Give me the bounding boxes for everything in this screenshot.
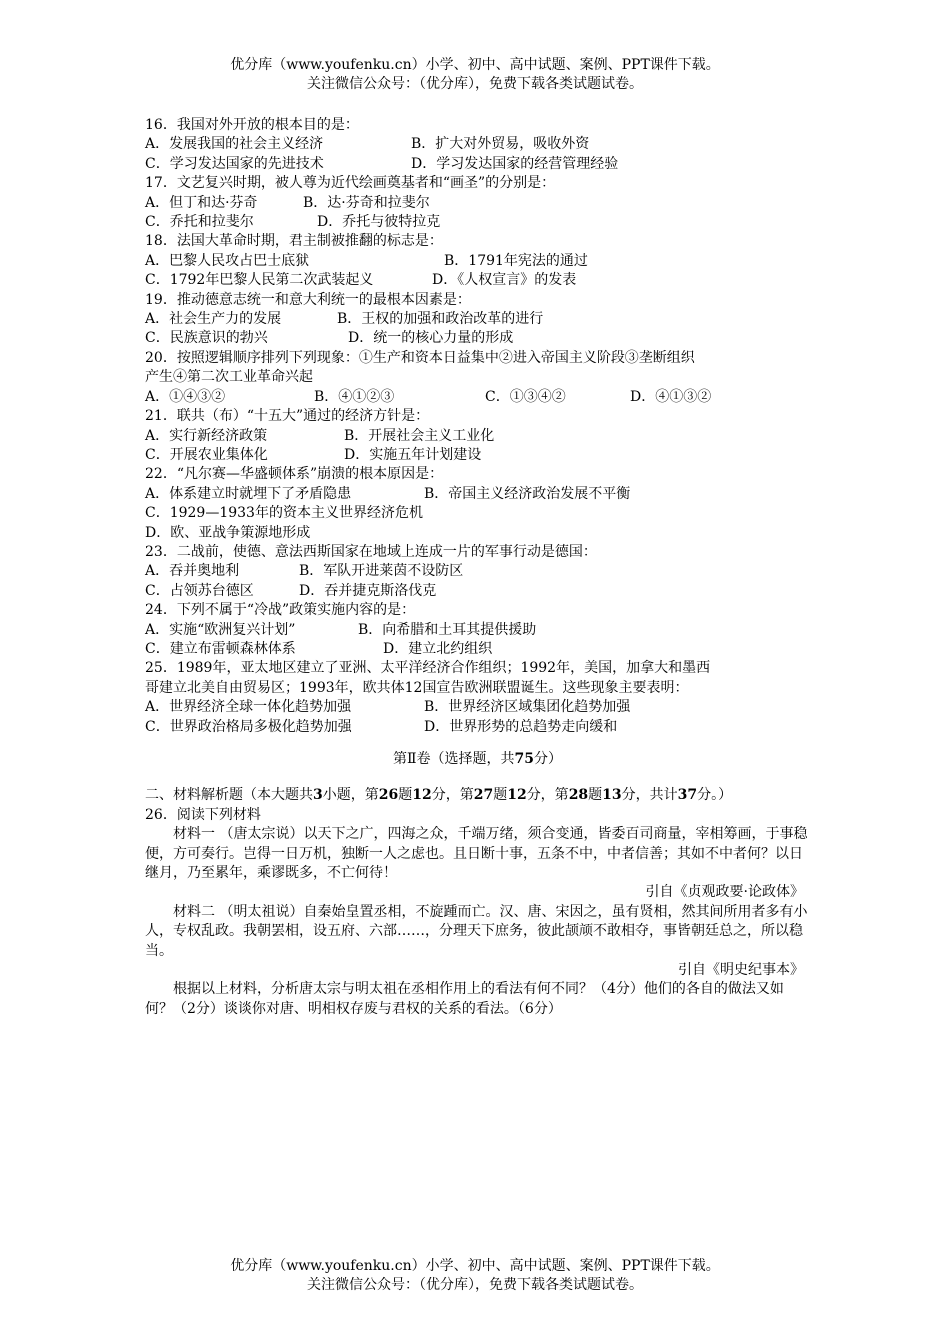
question-stem-line-1: 25．1989年，亚太地区建立了亚洲、太平洋经济合作组织；1992年，美国，加拿大和墨西 (145, 660, 711, 677)
intro-text: 分，第 (526, 787, 569, 804)
option-d: D．建立北约组织 (383, 640, 493, 657)
option-c: C．民族意识的勃兴 (145, 330, 268, 347)
section-title-suffix: 分） (534, 751, 562, 767)
intro-number: 3 (313, 787, 323, 804)
option-b: B．④①②③ (314, 388, 395, 405)
question-26-title: 26．阅读下列材料 (145, 806, 261, 823)
intro-text: 分。） (697, 787, 733, 804)
exam-content (145, 116, 810, 1019)
option-a: A．①④③② (145, 388, 226, 405)
question-19 (145, 291, 810, 349)
material-2-source: 引自《明史纪事本》 (678, 962, 804, 979)
option-d: D．④①③② (630, 388, 712, 405)
intro-number: 26 (378, 787, 399, 804)
footer-line-1: 优分库（www.youfenku.cn）小学、初中、高中试题、案例、PPT课件下载。 (230, 1258, 720, 1274)
option-c: C．占领苏台德区 (145, 582, 254, 599)
option-d: D．实施五年计划建设 (344, 446, 482, 463)
option-a: A．但丁和达·芬奇 (145, 194, 258, 211)
question-22 (145, 465, 810, 543)
section-2-intro (145, 786, 810, 805)
option-b: B．王权的加强和政治改革的进行 (337, 311, 544, 328)
header-line-2: 关注微信公众号：（优分库），免费下载各类试题试卷。 (307, 76, 643, 92)
section-title-text: 第Ⅱ卷（选择题，共 (393, 751, 515, 767)
option-a: A．发展我国的社会主义经济 (145, 136, 324, 153)
page-header (0, 56, 950, 94)
question-23 (145, 543, 810, 601)
option-c: C．世界政治格局多极化趋势加强 (145, 718, 352, 735)
material-1: 材料一 （唐太宗说）以天下之广，四海之众，千端万绪，须合变通，皆委百司商量，宰相筹画，于事稳便，方可奏行。岂得一日万机，独断一人之虑也。且日断十事，五条不中，中者信善；其如不中者何？以日继月，乃至累年，乘谬既多，不亡何待！ (145, 826, 808, 882)
question-16 (145, 116, 810, 174)
option-b: B．帝国主义经济政治发展不平衡 (424, 485, 631, 502)
option-c: C．建立布雷顿森林体系 (145, 640, 296, 657)
intro-number: 12 (412, 787, 432, 804)
option-b: B．军队开进莱茵不设防区 (299, 563, 464, 580)
intro-text: 题 (588, 787, 603, 804)
option-b: B．1791年宪法的通过 (444, 252, 588, 269)
option-c: C．开展农业集体化 (145, 446, 268, 463)
question-stem: 23．二战前，使德、意法西斯国家在地域上连成一片的军事行动是德国： (145, 543, 597, 560)
option-b: B．世界经济区域集团化趋势加强 (424, 699, 631, 716)
intro-text: 分，共计 (621, 787, 678, 804)
option-b: B．扩大对外贸易，吸收外资 (411, 136, 590, 153)
intro-text: 分，第 (431, 787, 474, 804)
question-21 (145, 407, 810, 465)
intro-number: 13 (602, 787, 622, 804)
option-d: D．欧、亚战争策源地形成 (145, 524, 311, 541)
question-20 (145, 349, 810, 407)
intro-text: 题 (493, 787, 508, 804)
intro-number: 28 (568, 787, 589, 804)
intro-text: 小题，第 (322, 787, 379, 804)
question-stem-line-2: 哥建立北美自由贸易区；1993年，欧共体12国宣告欧洲联盟诞生。这些现象主要表明： (145, 679, 689, 696)
option-a: A．社会生产力的发展 (145, 311, 282, 328)
material-1-source: 引自《贞观政要·论政体》 (645, 884, 804, 901)
option-b: B．向希腊和土耳其提供援助 (358, 621, 537, 638)
question-17 (145, 174, 810, 232)
question-stem: 18．法国大革命时期，君主制被推翻的标志是： (145, 233, 443, 250)
option-b: B．达·芬奇和拉斐尔 (303, 194, 430, 211)
option-d: D．学习发达国家的经营管理经验 (411, 155, 619, 172)
page-footer (0, 1257, 950, 1295)
question-stem: 21．联共（布）“十五大”通过的经济方针是： (145, 408, 430, 425)
header-line-1: 优分库（www.youfenku.cn）小学、初中、高中试题、案例、PPT课件下载。 (230, 57, 720, 73)
question-25 (145, 659, 810, 737)
question-stem: 16．我国对外开放的根本目的是： (145, 117, 359, 133)
option-c: C．1929—1933年的资本主义世界经济危机 (145, 505, 423, 522)
option-d: D．《人权宣言》的发表 (432, 272, 577, 289)
option-c: C．1792年巴黎人民第二次武装起义 (145, 272, 374, 289)
question-stem: 17．文艺复兴时期，被人尊为近代绘画奠基者和“画圣”的分别是： (145, 175, 556, 192)
option-c: C．乔托和拉斐尔 (145, 214, 254, 231)
section-2-title (145, 750, 810, 769)
option-a: A．吞并奥地利 (145, 563, 240, 580)
question-stem: 24．下列不属于“冷战”政策实施内容的是： (145, 602, 416, 619)
question-stem-line-2: 产生④第二次工业革命兴起 (145, 369, 313, 386)
section-title-score: 75 (514, 751, 534, 767)
option-d: D．世界形势的总趋势走向缓和 (424, 718, 618, 735)
intro-text: 二、材料解析题（本大题共 (145, 787, 313, 804)
question-stem: 19．推动德意志统一和意大利统一的最根本因素是： (145, 291, 471, 308)
intro-number: 37 (677, 787, 698, 804)
option-a: A．体系建立时就埋下了矛盾隐患 (145, 485, 352, 502)
question-stem: 22．“凡尔赛—华盛顿体系”崩溃的根本原因是： (145, 466, 444, 483)
option-c: C．学习发达国家的先进技术 (145, 155, 324, 172)
option-d: D．统一的核心力量的形成 (348, 330, 514, 347)
option-a: A．实施“欧洲复兴计划” (145, 621, 296, 638)
intro-number: 27 (473, 787, 494, 804)
question-24 (145, 601, 810, 659)
question-stem-line-1: 20．按照逻辑顺序排列下列现象：①生产和资本日益集中②进入帝国主义阶段③垄断组织 (145, 349, 695, 366)
option-a: A．实行新经济政策 (145, 427, 268, 444)
question-26-prompt: 根据以上材料，分析唐太宗与明太祖在丞相作用上的看法有何不同？（4分）他们的各自的做法又如何？（2分）谈谈你对唐、明相权存废与君权的关系的看法。（6分） (145, 981, 784, 1017)
footer-line-2: 关注微信公众号：（优分库），免费下载各类试题试卷。 (307, 1277, 643, 1293)
option-b: B．开展社会主义工业化 (344, 427, 495, 444)
option-c: C．①③④② (485, 388, 566, 405)
material-2: 材料二 （明太祖说）自秦始皇置丞相，不旋踵而亡。汉、唐、宋因之，虽有贤相，然其间所用者多有小人，专权乱政。我朝罢相，设五府、六部……，分理天下庶务，彼此颉颃不敢相夺，事皆朝廷总之，所以稳当。 (145, 903, 808, 959)
intro-number: 12 (507, 787, 527, 804)
option-a: A．巴黎人民攻占巴士底狱 (145, 252, 310, 269)
question-18 (145, 232, 810, 290)
option-d: D．乔托与彼特拉克 (317, 214, 441, 231)
option-a: A．世界经济全球一体化趋势加强 (145, 699, 352, 716)
option-d: D．吞并捷克斯洛伐克 (299, 582, 437, 599)
intro-text: 题 (398, 787, 413, 804)
